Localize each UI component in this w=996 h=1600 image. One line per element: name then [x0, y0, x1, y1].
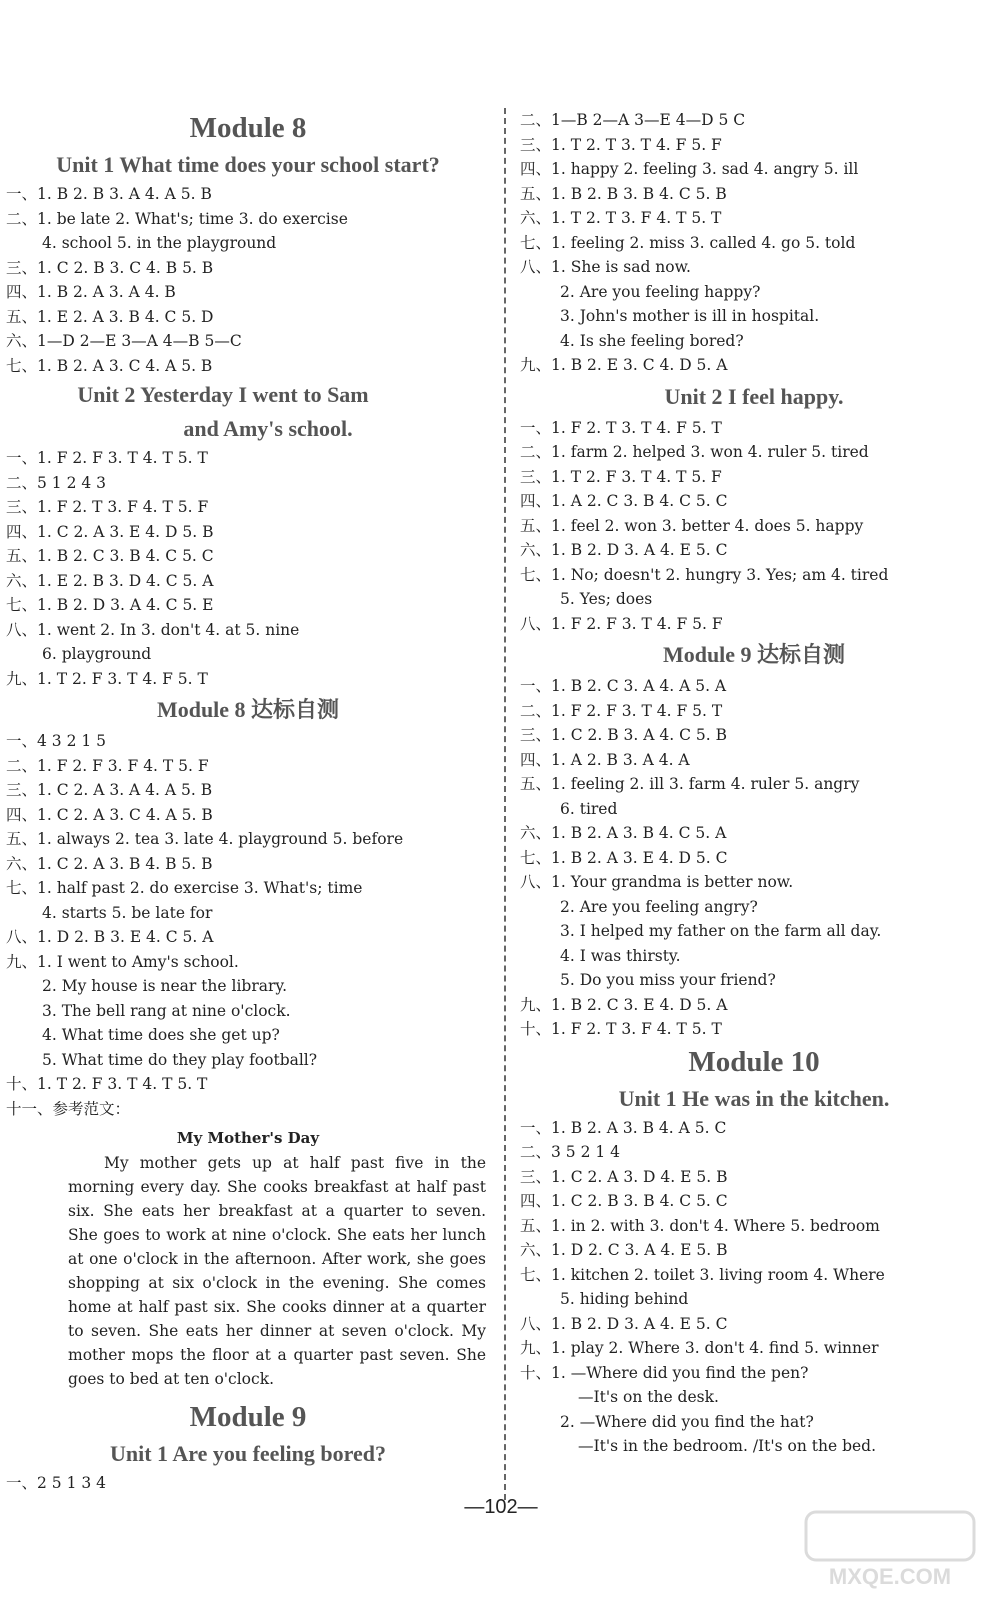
answer-line: 四、1. A 2. C 3. B 4. C 5. C	[520, 492, 728, 510]
answer-line: 三、1. F 2. T 3. F 4. T 5. F	[6, 498, 209, 516]
answer-line: 三、1. C 2. A 3. D 4. E 5. B	[520, 1167, 728, 1186]
essay-text: My mother gets up at half past five in the morning every day. She cooks breakfast at half past six. She eats her breakfast at a quarter to seven. She goes to work at nine o'clock. She eats her lunch at one o'clock in the afternoon. After work, she goes shopping at six o'clock in the evening. She comes home at half past six. She cooks dinner at a quarter to seven. She eats her dinner at seven o'clock. My mother mops the floor at a quarter past seven. She goes to bed at ten o'clock.	[68, 1154, 486, 1388]
answer-line: 6. playground	[42, 645, 152, 663]
answer-line: 5. What time do they play football?	[42, 1050, 318, 1069]
answer-line: 六、1. T 2. T 3. F 4. T 5. T	[520, 209, 722, 227]
answer-line: 九、1. B 2. C 3. E 4. D 5. A	[520, 995, 728, 1014]
answer-line: 4. Is she feeling bored?	[560, 331, 744, 350]
answer-line: 五、1. B 2. C 3. B 4. C 5. C	[6, 547, 214, 565]
answer-line: 五、1. B 2. B 3. B 4. C 5. B	[520, 184, 727, 203]
column-divider	[504, 108, 506, 1500]
answer-line: 一、1. F 2. T 3. T 4. F 5. T	[520, 418, 722, 437]
answer-line: 二、1. F 2. F 3. F 4. T 5. F	[6, 756, 209, 775]
answer-line: 四、1. happy 2. feeling 3. sad 4. angry 5. ill	[520, 160, 859, 178]
module-8-title: Module 8	[189, 112, 307, 144]
m9-test-answers	[520, 674, 988, 1042]
m8-unit1-title: Unit 1 What time does your school start?	[56, 152, 440, 177]
module-10-title: Module 10	[688, 1045, 820, 1078]
answer-line: 七、1. half past 2. do exercise 3. What's; time	[6, 879, 363, 897]
answer-line: —It's in the bedroom. /It's on the bed.	[578, 1437, 877, 1455]
m9-unit1-title: Unit 1 Are you feeling bored?	[109, 1441, 387, 1466]
answer-line: 九、1. T 2. F 3. T 4. F 5. T	[6, 669, 208, 688]
answer-line: 二、1—B 2—A 3—E 4—D 5 C	[520, 111, 746, 129]
answer-line: 五、1. feel 2. won 3. better 4. does 5. happy	[520, 516, 864, 535]
answer-line: 二、1. farm 2. helped 3. won 4. ruler 5. tired	[520, 443, 869, 461]
answer-line: 六、1—D 2—E 3—A 4—B 5—C	[6, 332, 242, 350]
answer-line: 七、1. kitchen 2. toilet 3. living room 4. Where	[520, 1265, 885, 1284]
watermark-logo	[802, 1508, 978, 1592]
m8-unit2-title-line1: Unit 2 Yesterday I went to Sam	[77, 382, 369, 407]
m9-unit2-title: Unit 2 I feel happy.	[664, 383, 844, 409]
answer-line: 五、1. in 2. with 3. don't 4. Where 5. bedroom	[520, 1216, 880, 1235]
answer-line: 八、1. F 2. F 3. T 4. F 5. F	[520, 614, 723, 633]
left-column	[6, 108, 490, 1496]
m8-unit2-title-line2: and Amy's school.	[183, 416, 353, 441]
m8-test-answers	[6, 729, 490, 1121]
watermark-text: MXQE.COM	[828, 1564, 952, 1589]
answer-line: 三、1. T 2. T 3. T 4. F 5. F	[520, 135, 722, 154]
m8-test-title: Module 8 达标自测	[156, 697, 340, 722]
answer-line: 一、1. B 2. C 3. A 4. A 5. A	[520, 677, 727, 695]
answer-line: —It's on the desk.	[578, 1388, 719, 1406]
answer-line: 十、1. F 2. T 3. F 4. T 5. T	[520, 1020, 722, 1038]
answer-line: 五、1. feeling 2. ill 3. farm 4. ruler 5. angry	[520, 775, 860, 793]
answer-line: 八、1. She is sad now.	[520, 258, 691, 276]
answer-line: 四、1. C 2. A 3. E 4. D 5. B	[6, 522, 214, 541]
answer-line: 2. —Where did you find the hat?	[560, 1412, 814, 1431]
answer-line: 九、1. I went to Amy's school.	[6, 952, 239, 971]
m8-unit1-answers	[6, 182, 490, 378]
answer-line: 三、1. C 2. A 3. A 4. A 5. B	[6, 781, 213, 799]
answer-line: 三、1. C 2. B 3. C 4. B 5. B	[6, 258, 214, 277]
answer-line: 八、1. went 2. In 3. don't 4. at 5. nine	[6, 620, 300, 639]
answer-line: 四、1. B 2. A 3. A 4. B	[6, 283, 176, 301]
answer-line: 2. Are you feeling angry?	[560, 897, 758, 916]
answer-line: 3. The bell rang at nine o'clock.	[42, 1001, 291, 1020]
answer-line: 六、1. B 2. D 3. A 4. E 5. C	[520, 541, 728, 559]
answer-line: 一、1. B 2. A 3. B 4. A 5. C	[520, 1118, 727, 1137]
answer-line: 四、1. A 2. B 3. A 4. A	[520, 750, 690, 769]
answer-line: 3. I helped my father on the farm all day.	[560, 922, 882, 940]
answer-line: 八、1. Your grandma is better now.	[520, 873, 794, 891]
m8-unit2-answers	[6, 446, 490, 691]
answer-line: 二、1. F 2. F 3. T 4. F 5. T	[520, 701, 723, 720]
answer-line: 七、1. B 2. A 3. E 4. D 5. C	[520, 848, 728, 867]
answer-line: 三、1. T 2. F 3. T 4. T 5. F	[520, 467, 722, 486]
answer-line: 四、1. C 2. A 3. C 4. A 5. B	[6, 805, 213, 824]
module-9-title: Module 9	[189, 1401, 307, 1433]
answer-line: 4. I was thirsty.	[560, 946, 681, 965]
answer-line: 4. school 5. in the playground	[42, 234, 277, 252]
answer-line: 2. Are you feeling happy?	[560, 282, 761, 301]
answer-line: 五、1. E 2. A 3. B 4. C 5. D	[6, 307, 214, 326]
answer-line: 5. hiding behind	[560, 1290, 689, 1308]
answer-line: 一、1. B 2. B 3. A 4. A 5. B	[6, 185, 212, 203]
answer-line: 2. My house is near the library.	[42, 977, 288, 995]
answer-line: 三、1. C 2. B 3. A 4. C 5. B	[520, 726, 727, 744]
answer-line: 十、1. T 2. F 3. T 4. T 5. T	[6, 1075, 208, 1093]
answer-line: 八、1. D 2. B 3. E 4. C 5. A	[6, 928, 214, 946]
answer-line: 二、5 1 2 4 3	[6, 473, 107, 492]
answer-line: 七、1. No; doesn't 2. hungry 3. Yes; am 4. tired	[520, 565, 889, 584]
answer-line: 一、2 5 1 3 4	[6, 1474, 107, 1492]
answer-line: 6. tired	[560, 799, 618, 818]
answer-line: 4. starts 5. be late for	[42, 903, 213, 922]
answer-line: 六、1. B 2. A 3. B 4. C 5. A	[520, 824, 727, 842]
essay-title: My Mother's Day	[176, 1129, 320, 1147]
answer-line: 二、3 5 2 1 4	[520, 1143, 621, 1161]
answer-line: 四、1. C 2. B 3. B 4. C 5. C	[520, 1192, 728, 1210]
answer-line: 一、4 3 2 1 5	[6, 732, 107, 750]
answer-line: 九、1. play 2. Where 3. don't 4. find 5. winner	[520, 1339, 879, 1357]
answer-line: 二、1. be late 2. What's; time 3. do exercise	[6, 209, 348, 228]
m9-unit1-answers-cont	[520, 108, 988, 378]
answer-line: 八、1. B 2. D 3. A 4. E 5. C	[520, 1314, 728, 1333]
m9-test-title: Module 9 达标自测	[662, 642, 846, 667]
answer-line: 4. What time does she get up?	[42, 1026, 280, 1044]
answer-line: 九、1. B 2. E 3. C 4. D 5. A	[520, 356, 728, 374]
answer-line: 一、1. F 2. F 3. T 4. T 5. T	[6, 449, 208, 467]
answer-line: 七、1. B 2. A 3. C 4. A 5. B	[6, 356, 213, 375]
m10-unit1-title: Unit 1 He was in the kitchen.	[618, 1085, 890, 1111]
answer-line: 十一、参考范文：	[6, 1099, 131, 1118]
m9-unit2-answers	[520, 416, 988, 637]
page-number: —102—	[464, 1496, 538, 1518]
answer-line: 七、1. feeling 2. miss 3. called 4. go 5. told	[520, 233, 856, 252]
answer-line: 5. Do you miss your friend?	[560, 971, 776, 989]
answer-line: 六、1. E 2. B 3. D 4. C 5. A	[6, 571, 214, 590]
right-column	[520, 108, 988, 1459]
answer-line: 六、1. C 2. A 3. B 4. B 5. B	[6, 854, 213, 873]
answer-line: 5. Yes; does	[560, 590, 653, 608]
answer-line: 十、1. —Where did you find the pen?	[520, 1363, 809, 1382]
m10-unit1-answers	[520, 1116, 988, 1459]
answer-line: 3. John's mother is ill in hospital.	[560, 307, 820, 325]
answer-line: 五、1. always 2. tea 3. late 4. playground 5. before	[6, 830, 404, 848]
answer-line: 六、1. D 2. C 3. A 4. E 5. B	[520, 1241, 728, 1259]
answer-line: 七、1. B 2. D 3. A 4. C 5. E	[6, 596, 214, 614]
